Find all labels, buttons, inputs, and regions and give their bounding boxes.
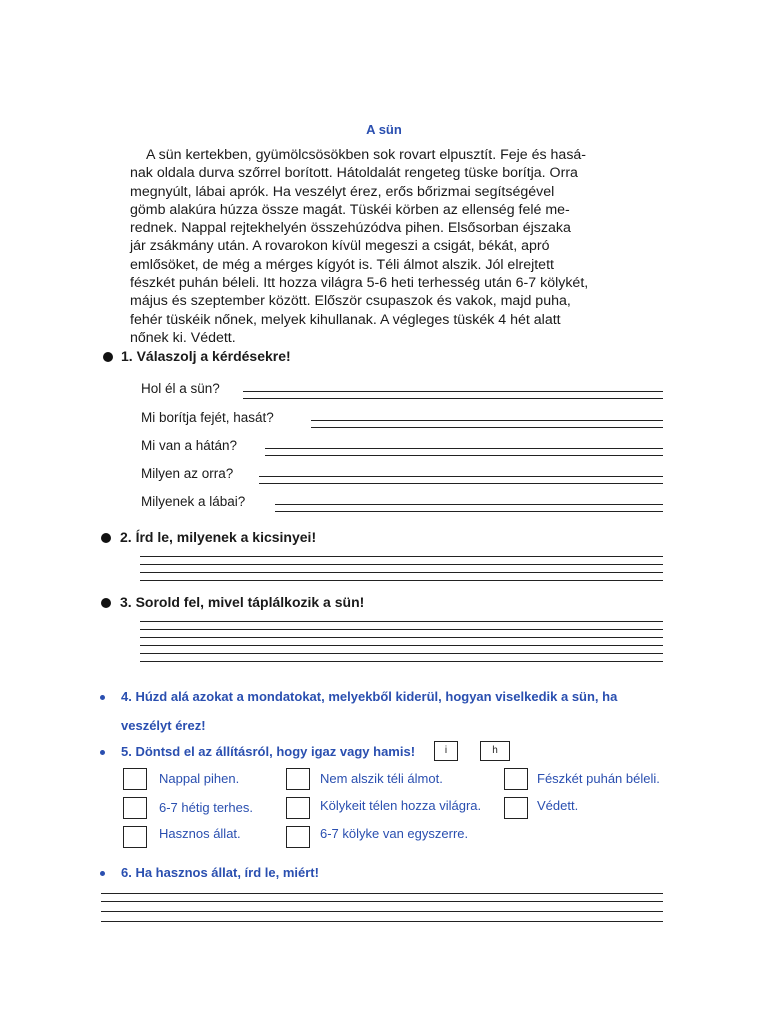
answer-line[interactable]: [101, 911, 663, 912]
q2-heading: 2. Írd le, milyenek a kicsinyei!: [120, 529, 317, 545]
answer-checkbox[interactable]: [286, 768, 310, 790]
answer-line[interactable]: [140, 637, 663, 638]
answer-line[interactable]: [275, 511, 663, 512]
answer-line[interactable]: [140, 629, 663, 630]
text-line: rednek. Nappal rejtekhelyén összehúzódva pihen. Elsősorban éjszaka: [130, 220, 571, 237]
text-line: fészkét puhán béleli. Itt hozza világra 5-6 heti terhesség után 6-7 kölykét,: [130, 275, 589, 292]
answer-line[interactable]: [140, 645, 663, 646]
answer-line[interactable]: [311, 427, 663, 428]
answer-line[interactable]: [101, 893, 663, 894]
q5-heading: 5. Döntsd el az állításról, hogy igaz vagy hamis!: [121, 744, 416, 759]
answer-checkbox[interactable]: [123, 797, 147, 819]
text-line: jár zsákmány után. A rovarokon kívül megeszi a csigát, békát, apró: [130, 238, 550, 255]
answer-line[interactable]: [243, 391, 663, 392]
statement-label: 6-7 kölyke van egyszerre.: [320, 826, 469, 841]
answer-checkbox[interactable]: [123, 826, 147, 848]
answer-line[interactable]: [140, 580, 663, 581]
answer-checkbox[interactable]: [286, 826, 310, 848]
answer-line[interactable]: [140, 556, 663, 557]
answer-line[interactable]: [140, 621, 663, 622]
q4-instruction: 4. Húzd alá azokat a mondatokat, melyekből kiderül, hogyan viselkedik a sün, ha: [121, 689, 618, 704]
q1-question: Milyen az orra?: [141, 466, 234, 481]
statement-label: Fészkét puhán béleli.: [537, 771, 660, 786]
statement-label: Védett.: [537, 798, 579, 813]
text-line: A sün kertekben, gyümölcsösökben sok rovart elpusztít. Feje és hasá-: [146, 147, 587, 163]
page-title: A sün: [366, 122, 402, 137]
true-key-box: i: [434, 741, 458, 761]
statement-label: Nappal pihen.: [159, 771, 240, 786]
q1-heading: 1. Válaszolj a kérdésekre!: [121, 348, 291, 364]
text-line: gömb alakúra húzza össze magát. Tüskéi körben az ellenség felé me-: [130, 201, 570, 218]
bullet-icon: [101, 598, 111, 608]
text-line: május és szeptember között. Először csupaszok és vakok, majd puha,: [130, 293, 571, 310]
statement-label: 6-7 hétig terhes.: [159, 800, 253, 815]
answer-line[interactable]: [265, 448, 663, 449]
bullet-icon: [100, 750, 105, 755]
answer-line[interactable]: [101, 901, 663, 902]
answer-line[interactable]: [140, 653, 663, 654]
q6-heading: 6. Ha hasznos állat, írd le, miért!: [121, 865, 319, 880]
q1-question: Milyenek a lábai?: [141, 494, 246, 509]
statement-label: Kölykeit télen hozza világra.: [320, 798, 482, 813]
bullet-icon: [101, 533, 111, 543]
answer-line[interactable]: [140, 661, 663, 662]
answer-line[interactable]: [259, 476, 663, 477]
answer-line[interactable]: [275, 504, 663, 505]
answer-line[interactable]: [259, 483, 663, 484]
bullet-icon: [100, 695, 105, 700]
text-line: emlősöket, de még a mérges kígyót is. Téli álmot alszik. Jól elrejtett: [130, 256, 554, 273]
answer-checkbox[interactable]: [504, 768, 528, 790]
statement-label: Hasznos állat.: [159, 826, 241, 841]
q1-question: Hol él a sün?: [141, 381, 220, 396]
text-line: nőnek ki. Védett.: [130, 329, 236, 346]
text-line: megnyúlt, lábai aprók. Ha veszélyt érez, erős bőrizmai segítségével: [130, 183, 555, 200]
reading-text: [130, 146, 642, 347]
false-key-box: h: [480, 741, 510, 761]
text-line: nak oldala durva szőrrel borított. Hátoldalát rengeteg tüske borítja. Orra: [130, 165, 578, 182]
answer-checkbox[interactable]: [123, 768, 147, 790]
bullet-icon: [103, 352, 113, 362]
answer-line[interactable]: [311, 420, 663, 421]
answer-checkbox[interactable]: [286, 797, 310, 819]
q3-heading: 3. Sorold fel, mivel táplálkozik a sün!: [120, 594, 365, 610]
answer-line[interactable]: [265, 455, 663, 456]
bullet-icon: [100, 871, 105, 876]
statement-label: Nem alszik téli álmot.: [320, 771, 443, 786]
answer-line[interactable]: [101, 921, 663, 922]
q1-question: Mi borítja fejét, hasát?: [141, 410, 274, 425]
answer-checkbox[interactable]: [504, 797, 528, 819]
answer-line[interactable]: [140, 572, 663, 573]
q1-question: Mi van a hátán?: [141, 438, 238, 453]
text-line: fehér tüskéik nőnek, melyek kihullanak. A végleges tüskék 4 hét alatt: [130, 311, 561, 328]
q4-instruction: veszélyt érez!: [121, 718, 206, 733]
answer-line[interactable]: [140, 564, 663, 565]
answer-line[interactable]: [243, 398, 663, 399]
